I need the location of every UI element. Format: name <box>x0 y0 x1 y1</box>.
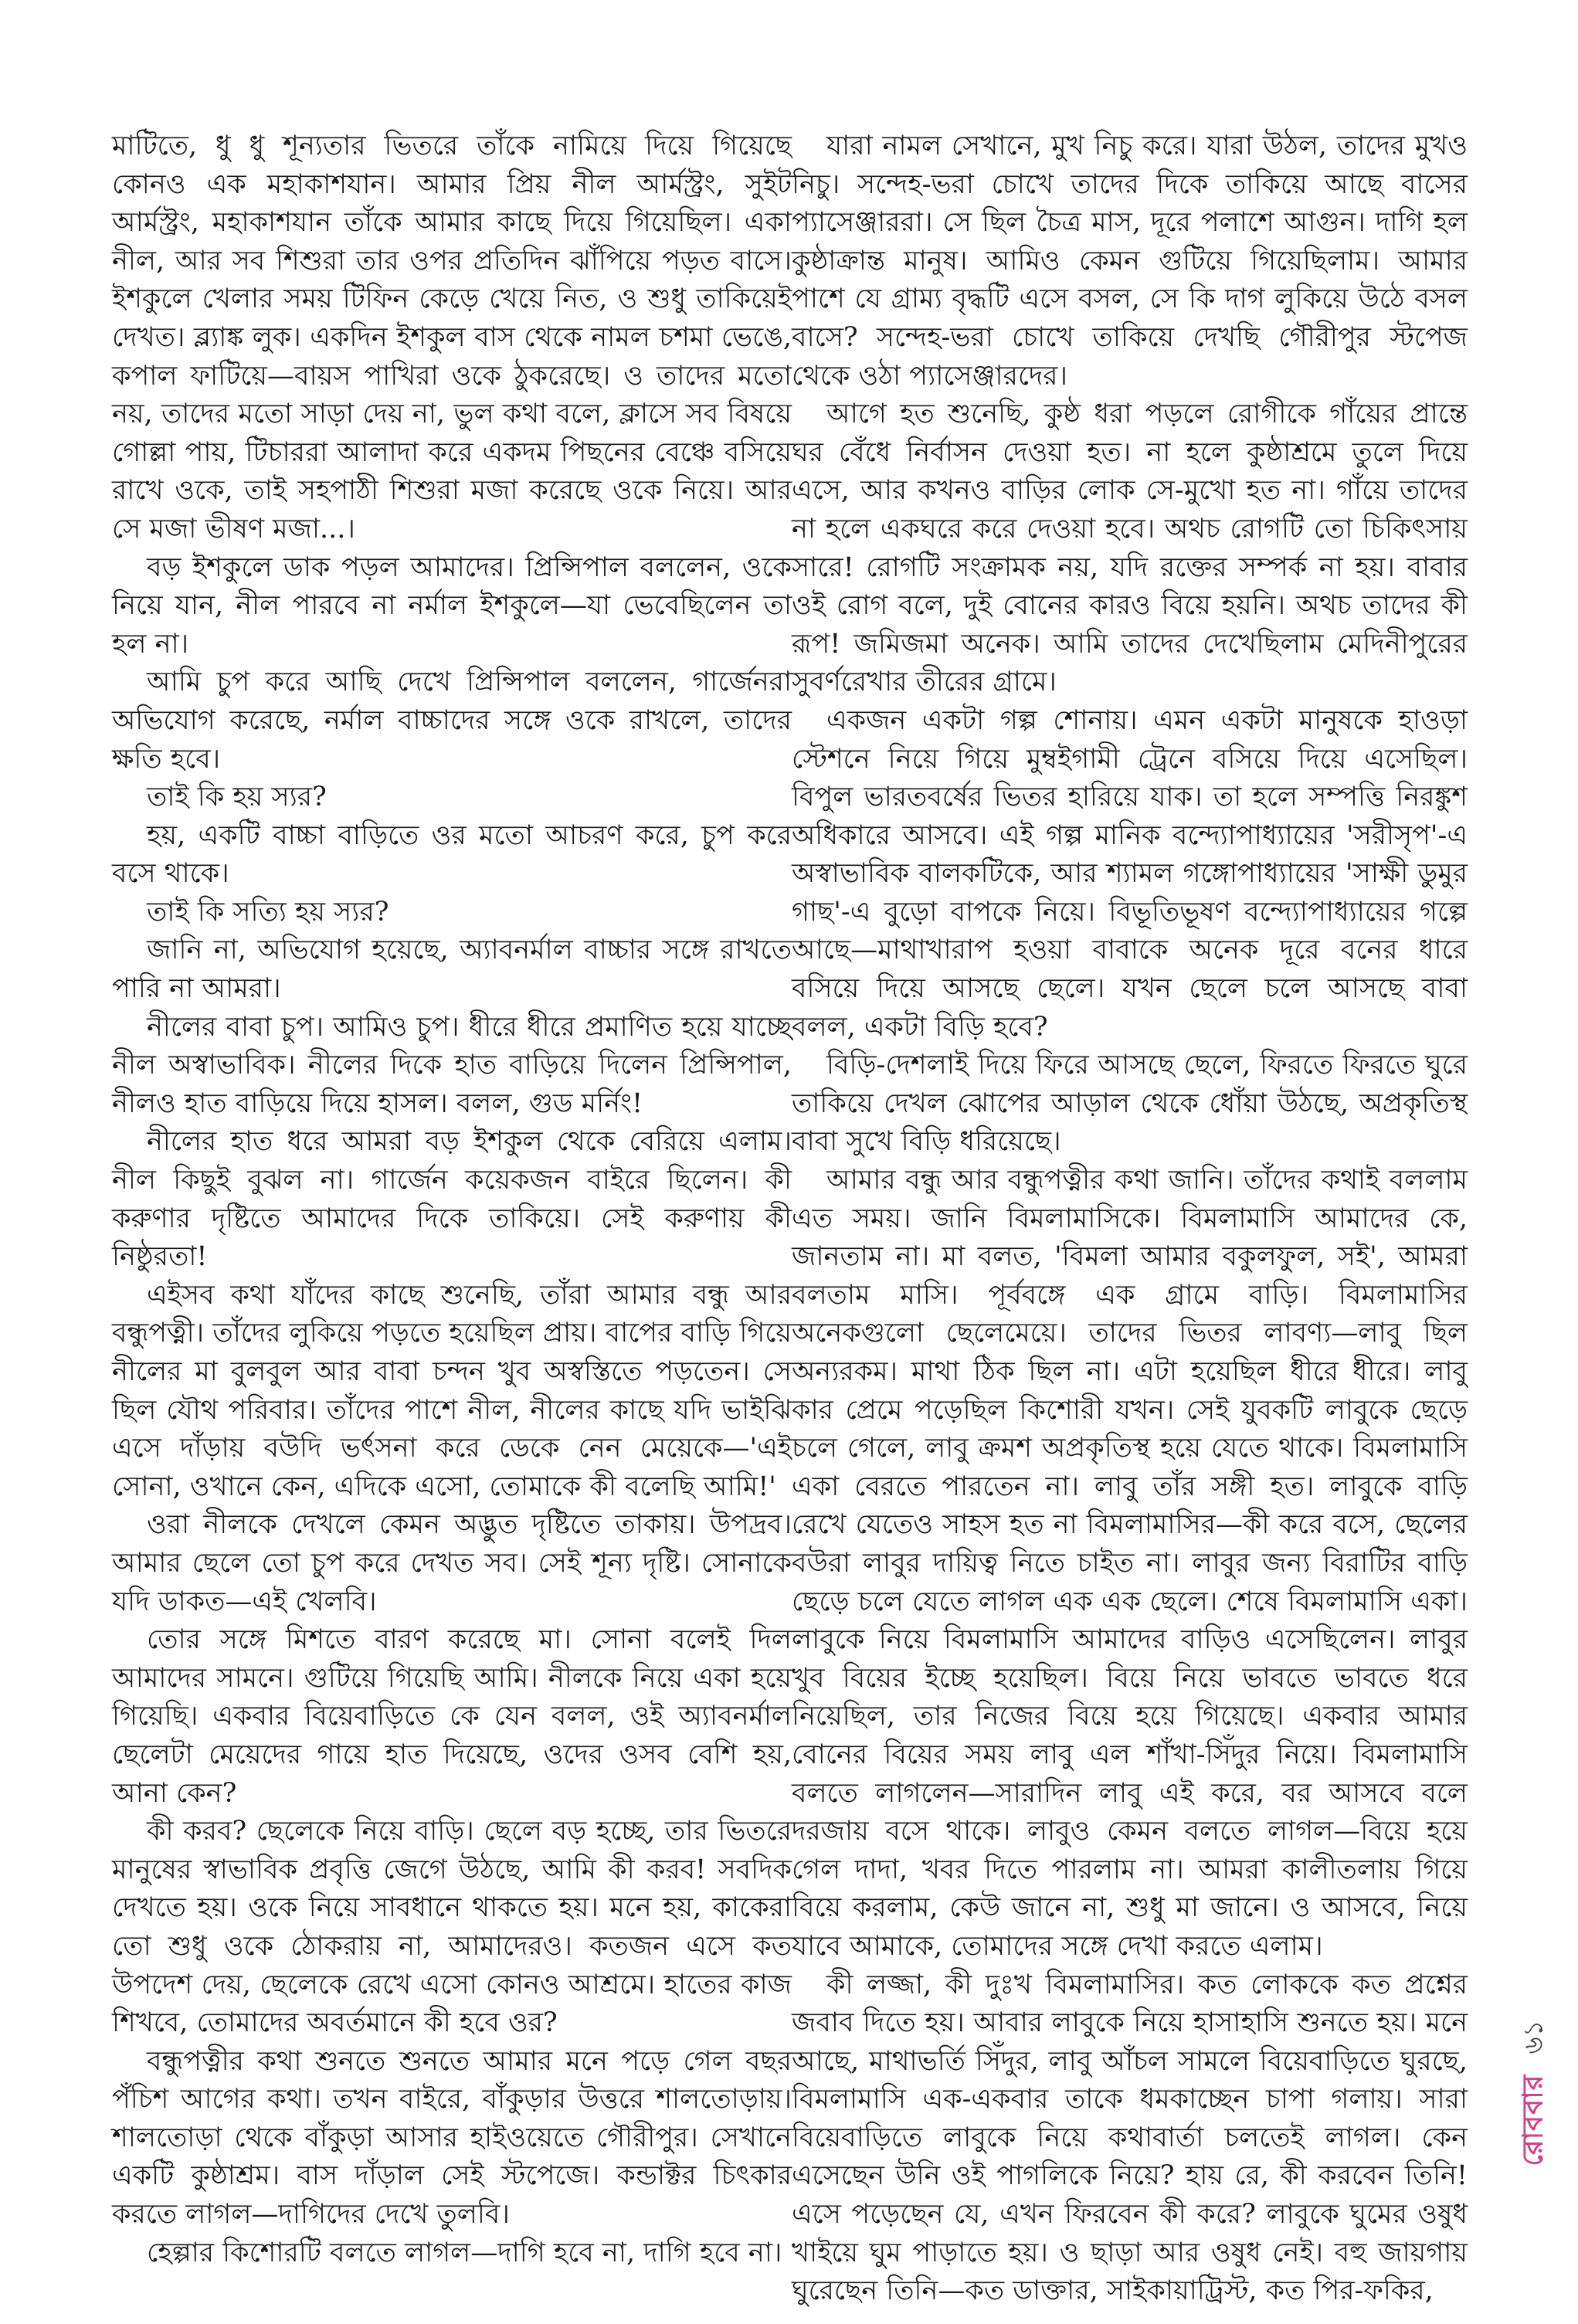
paragraph: নীলের বাবা চুপ। আমিও চুপ। ধীরে ধীরে প্রমাণিত হয়ে যাচ্ছে নীল অস্বাভাবিক। নীলের দিকে হাত বাড়িয়ে দিলেন প্রিন্সিপাল, নীলও হাত বাড়িয়ে দিয়ে হাসল। বলল, গুড মর্নিং! <box>112 1011 792 1119</box>
paragraph: জানি না, অভিযোগ হয়েছে, অ্যাবনর্মাল বাচ্চার সঙ্গে রাখতে পারি না আমরা। <box>112 935 792 1005</box>
paragraph: যারা নামল সেখানে, মুখ নিচু করে। যারা উঠল, তাদের মুখও নিচু। সন্দেহ-ভরা চোখে তাদের দিকে তাকিয়ে আছে বাসের প্যাসেঞ্জাররা। সে ছিল চৈত্র মাস, দূরে পলাশে আগুন। দাগি হল কুষ্ঠাক্রান্ত মানুষ। আমিও কেমন গুটিয়ে গিয়েছিলাম। আমার পাশে যে গ্রাম্য বৃদ্ধটি এসে বসল, সে কি দাগ লুকিয়ে উঠে বসল বাসে? সন্দেহ-ভরা চোখে তাকিয়ে দেখছি গৌরীপুর স্টপেজ থেকে ওঠা প্যাসেঞ্জারদের। <box>792 131 1468 392</box>
paragraph: আমি চুপ করে আছি দেখে প্রিন্সিপাল বললেন, গার্জেনরা অভিযোগ করেছে, নর্মাল বাচ্চাদের সঙ্গে ওকে রাখলে, তাদের ক্ষতি হবে। <box>112 667 792 775</box>
paragraph: আমার বন্ধু আর বন্ধুপত্নীর কথা জানি। তাঁদের কথাই বললাম এত সময়। জানি বিমলামাসিকে। বিমলামাসি আমাদের কে, জানতাম না। মা বলত, 'বিমলা আমার বকুলফুল, সই', আমরা বলতাম মাসি। পূর্ববঙ্গে এক গ্রামে বাড়ি। বিমলামাসির অনেকগুলো ছেলেমেয়ে। তাদের ভিতর লাবণ্য—লাবু ছিল অন্যরকম। মাথা ঠিক ছিল না। এটা হয়েছিল ধীরে ধীরে। লাবু কার প্রেমে পড়েছিল কিশোরী যখন। সেই যুবকটি লাবুকে ছেড়ে চলে গেলে, লাবু ক্রমশ অপ্রকৃতিস্থ হয়ে যেতে থাকে। বিমলামাসি একা বেরতে পারতেন না। লাবু তাঁর সঙ্গী হত। লাবুকে বাড়ি রেখে যেতেও সাহস হত না বিমলামাসির—কী করে বসে, ছেলের বউরা লাবুর দায়িত্ব নিতে চাইত না। লাবুর জন্য বিরাটির বাড়ি ছেড়ে চলে যেতে লাগল এক এক ছেলে। শেষে বিমলামাসি একা। লাবুকে নিয়ে বিমলামাসি আমাদের বাড়িও এসেছিলেন। লাবুর খুব বিয়ের ইচ্ছে হয়েছিল। বিয়ে নিয়ে ভাবতে ভাবতে ধরে নিয়েছিল, তার নিজের বিয়ে হয়ে গিয়েছে। একবার আমার বোনের বিয়ের সময় লাবু এল শাঁখা-সিঁদুর নিয়ে। বিমলামাসি বলতে লাগলেন—সারাদিন লাবু এই করে, বর আসবে বলে দরজায় বসে থাকে। লাবুও কেমন বলতে লাগল—বিয়ে হয়ে গেল দাদা, খবর দিতে পারলাম না। আমরা কালীতলায় গিয়ে বিয়ে করলাম, কেউ জানে না, শুধু মা জানে। ও আসবে, নিয়ে যাবে আমাকে, তোমাদের সঙ্গে দেখা করতে এলাম। <box>792 1165 1468 1962</box>
paragraph: তাই কি সত্যি হয় স্যর? <box>147 896 389 928</box>
page-sidebar <box>1519 1969 1553 2217</box>
paragraph: কী লজ্জা, কী দুঃখ বিমলামাসির। কত লোককে কত প্রশ্নের জবাব দিতে হয়। আবার লাবুকে নিয়ে হাসাহাসি শুনতে হয়। মনে আছে, মাথাভর্তি সিঁদুর, লাবু আঁচল সামলে বিয়েবাড়িতে ঘুরছে, বিমলামাসি এক-একবার তাকে ধমকাচ্ছেন চাপা গলায়। সারা বিয়েবাড়িতে লাবুকে নিয়ে কথাবার্তা চলতেই লাগল। কেন এসেছেন উনি ওই পাগলিকে নিয়ে? হায় রে, কী করবেন তিনি! এসে পড়েছেন যে, এখন ফিরবেন কী করে? লাবুকে ঘুমের ওষুধ খাইয়ে ঘুম পাড়াতে হয়। ও ছাড়া আর ওষুধ নেই। বহু জায়গায় ঘুরেছেন তিনি—কত ডাক্তার, সাইকায়াট্রিস্ট, কত পির-ফকির, <box>792 1969 1468 2307</box>
paragraph: তাই কি হয় স্যর? <box>147 782 327 813</box>
paragraph: বড় ইশকুলে ডাক পড়ল আমাদের। প্রিন্সিপাল বললেন, ওকে নিয়ে যান, নীল পারবে না নর্মাল ইশকুলে—যা ভেবেছিলেন তা হল না। <box>112 551 792 660</box>
paragraph: হয়, একটি বাচ্চা বাড়িতে ওর মতো আচরণ করে, চুপ করে বসে থাকে। <box>112 819 792 890</box>
paragraph: হেল্পার কিশোরটি বলতে লাগল—দাগি হবে না, দাগি হবে না। <box>147 2237 782 2268</box>
paragraph: মাটিতে, ধু ধু শূন্যতার ভিতরে তাঁকে নামিয়ে দিয়ে গিয়েছে কোনও এক মহাকাশযান। আমার প্রিয় নীল আর্মস্ট্রং, সুইট আর্মস্ট্রং, মহাকাশযান তাঁকে আমার কাছে দিয়ে গিয়েছিল। একা নীল, আর সব শিশুরা তার ওপর প্রতিদিন ঝাঁপিয়ে পড়ত বাসে। ইশকুলে খেলার সময় টিফিন কেড়ে খেয়ে নিত, ও শুধু তাকিয়েই দেখত। ব্ল্যাঙ্ক লুক। একদিন ইশকুল বাস থেকে নামল চশমা ভেঙে, কপাল ফাটিয়ে—বায়স পাখিরা ওকে ঠুকরেছে। ও তাদের মতো নয়, তাদের মতো সাড়া দেয় না, ভুল কথা বলে, ক্লাসে সব বিষয়ে গোল্লা পায়, টিচাররা আলাদা করে একদম পিছনের বেঞ্চে বসিয়ে রাখে ওকে, তাই সহপাঠী শিশুরা মজা করেছে ওকে নিয়ে। আর সে মজা ভীষণ মজা...। <box>112 131 792 545</box>
magazine-name: রোববার <box>1518 2074 1549 2166</box>
right-column <box>792 127 1468 2311</box>
paragraph: বন্ধুপত্নীর কথা শুনতে শুনতে আমার মনে পড়ে গেল বছর পঁচিশ আগের কথা। তখন বাইরে, বাঁকুড়ার উত্তরে শালতোড়ায়। শালতোড়া থেকে বাঁকুড়া আসার হাইওয়েতে গৌরীপুর। সেখানে একটি কুষ্ঠাশ্রম। বাস দাঁড়াল সেই স্টপেজে। কন্ডাক্টর চিৎকার করতে লাগল—দাগিদের দেখে তুলবি। <box>112 2045 792 2231</box>
paragraph: এইসব কথা যাঁদের কাছে শুনেছি, তাঁরা আমার বন্ধু আর বন্ধুপত্নী। তাঁদের লুকিয়ে পড়তে হয়েছিল প্রায়। বাপের বাড়ি গিয়ে নীলের মা বুলবুল আর বাবা চন্দন খুব অস্বস্তিতে পড়তেন। সে ছিল যৌথ পরিবার। তাঁদের পাশে নীল, নীলের কাছে যদি ভাইঝি এসে দাঁড়ায় বউদি ভর্ৎসনা করে ডেকে নেন মেয়েকে—'এই সোনা, ওখানে কেন, এদিকে এসো, তোমাকে কী বলেছি আমি!' <box>112 1279 792 1502</box>
paragraph: নীলের হাত ধরে আমরা বড় ইশকুল থেকে বেরিয়ে এলাম। নীল কিছুই বুঝল না। গার্জেন কয়েকজন বাইরে ছিলেন। কী করুণার দৃষ্টিতে আমাদের দিকে তাকিয়ে। সেই করুণায় কী নিষ্ঠুরতা! <box>112 1126 792 1273</box>
sidebar-rotated <box>1512 2020 1559 2166</box>
paragraph: একজন একটা গল্প শোনায়। এমন একটা মানুষকে হাওড়া স্টেশনে নিয়ে গিয়ে মুম্বইগামী ট্রেনে বসিয়ে দিয়ে এসেছিল। বিপুল ভারতবর্ষের ভিতর হারিয়ে যাক। তা হলে সম্পত্তি নিরঙ্কুশ অধিকারে আসবে। এই গল্প মানিক বন্দ্যোপাধ্যায়ের 'সরীসৃপ'-এ অস্বাভাবিক বালকটিকে, আর শ্যামল গঙ্গোপাধ্যায়ের 'সাক্ষী ডুমুর গাছ'-এ বুড়ো বাপকে নিয়ে। বিভূতিভূষণ বন্দ্যোপাধ্যায়ের গল্পে আছে—মাথাখারাপ হওয়া বাবাকে অনেক দূরে বনের ধারে বসিয়ে দিয়ে আসছে ছেলে। যখন ছেলে চলে আসছে বাবা বলল, একটা বিড়ি হবে? <box>792 704 1468 1043</box>
paragraph: আগে হত শুনেছি, কুষ্ঠ ধরা পড়লে রোগীকে গাঁয়ের প্রান্তে ঘর বেঁধে নির্বাসন দেওয়া হত। না হলে কুষ্ঠাশ্রমে তুলে দিয়ে এসে, আর কখনও বাড়ির লোক সে-মুখো হত না। গাঁয়ে তাদের না হলে একঘরে করে দেওয়া হবে। অথচ রোগটি তো চিকিৎসায় সারে! রোগটি সংক্রামক নয়, যদি রক্তের সম্পর্ক না হয়। বাবার ওই রোগ বলে, দুই বোনের কারও বিয়ে হয়নি। অথচ তাদের কী রূপ! জমিজমা অনেক। আমি তাদের দেখেছিলাম মেদিনীপুরের সুবর্ণরেখার তীরের গ্রামে। <box>792 399 1468 698</box>
page-number: ৬১ <box>1518 2020 1549 2054</box>
paragraph: তোর সঙ্গে মিশতে বারণ করেছে মা। সোনা বলেই দিল আমাদের সামনে। গুটিয়ে গিয়েছি আমি। নীলকে নিয়ে একা হয়ে গিয়েছি। একবার বিয়েবাড়িতে কে যেন বলল, ওই অ্যাবনর্মাল ছেলেটা মেয়েদের গায়ে হাত দিয়েছে, ওদের ওসব বেশি হয়, আনা কেন? <box>112 1624 792 1809</box>
paragraph: কী করব? ছেলেকে নিয়ে বাড়ি। ছেলে বড় হচ্ছে, তার ভিতরে মানুষের স্বাভাবিক প্রবৃত্তি জেগে উঠছে, আমি কী করব! সবদিক দেখতে হয়। ওকে নিয়ে সাবধানে থাকতে হয়। মনে হয়, কাকেরা তো শুধু ওকে ঠোকরায় না, আমাদেরও। কতজন এসে কত উপদেশ দেয়, ছেলেকে রেখে এসো কোনও আশ্রমে। হাতের কাজ শিখবে, তোমাদের অবর্তমানে কী হবে ওর? <box>112 1816 792 2039</box>
left-column <box>112 127 792 2272</box>
paragraph: ওরা নীলকে দেখলে কেমন অদ্ভুত দৃষ্টিতে তাকায়। উপদ্রব। আমার ছেলে তো চুপ করে দেখত সব। সেই শূন্য দৃষ্টি। সোনাকে যদি ডাকত—এই খেলবি। <box>112 1509 792 1617</box>
paragraph: বিড়ি-দেশলাই দিয়ে ফিরে আসছে ছেলে, ফিরতে ফিরতে ঘুরে তাকিয়ে দেখল ঝোপের আড়াল থেকে ধোঁয়া উঠছে, অপ্রকৃতিস্থ বাবা সুখে বিড়ি ধরিয়েছে। <box>792 1050 1468 1158</box>
